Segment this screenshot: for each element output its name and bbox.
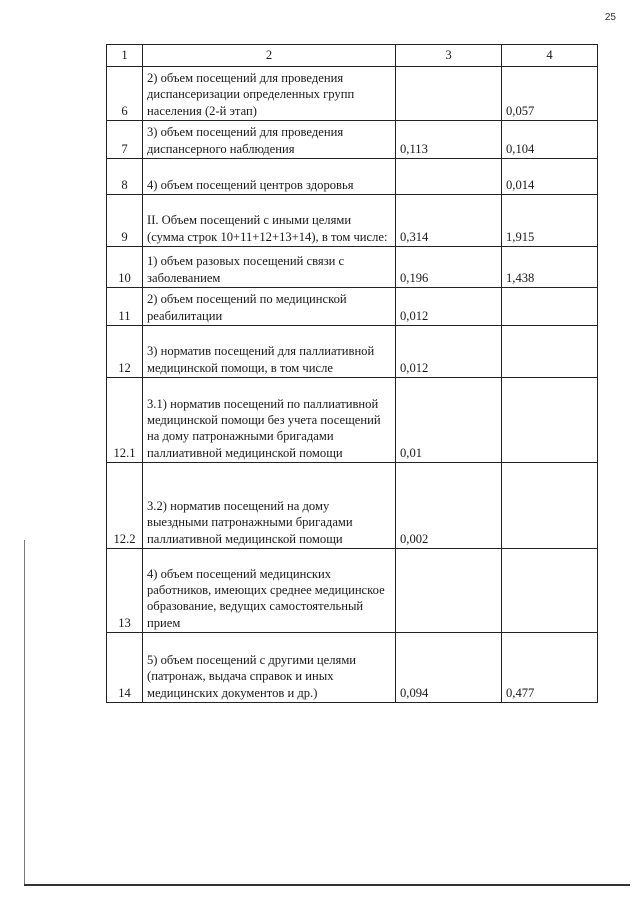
row-number: 6 xyxy=(107,67,143,121)
value-col3: 0,314 xyxy=(396,195,502,247)
row-description: 3.2) норматив посещений на дому выездными патронажными бригадами паллиативной медицинской помощи xyxy=(143,463,396,549)
row-number: 13 xyxy=(107,549,143,633)
value-col3: 0,094 xyxy=(396,633,502,703)
row-number: 8 xyxy=(107,159,143,195)
row-description: 3) объем посещений для проведения диспансерного наблюдения xyxy=(143,121,396,159)
value-col4 xyxy=(502,549,598,633)
column-header: 4 xyxy=(502,45,598,67)
table-row xyxy=(107,463,598,549)
table-row xyxy=(107,67,598,121)
row-number: 11 xyxy=(107,288,143,326)
table-row xyxy=(107,159,598,195)
scan-edge-line xyxy=(24,540,25,885)
row-number: 12.1 xyxy=(107,378,143,463)
value-col4: 1,915 xyxy=(502,195,598,247)
row-number: 10 xyxy=(107,247,143,288)
table-row xyxy=(107,247,598,288)
value-col4: 0,104 xyxy=(502,121,598,159)
value-col3: 0,113 xyxy=(396,121,502,159)
row-description: 2) объем посещений для проведения диспансеризации определенных групп населения (2-й этап) xyxy=(143,67,396,121)
value-col3: 0,01 xyxy=(396,378,502,463)
table-row xyxy=(107,121,598,159)
row-description: 2) объем посещений по медицинской реабилитации xyxy=(143,288,396,326)
row-number: 7 xyxy=(107,121,143,159)
row-number: 12.2 xyxy=(107,463,143,549)
value-col4: 0,014 xyxy=(502,159,598,195)
column-header: 1 xyxy=(107,45,143,67)
row-number: 14 xyxy=(107,633,143,703)
value-col3 xyxy=(396,67,502,121)
column-header: 2 xyxy=(143,45,396,67)
page-number: 25 xyxy=(604,12,616,23)
value-col4 xyxy=(502,326,598,378)
row-description: 3) норматив посещений для паллиативной медицинской помощи, в том числе xyxy=(143,326,396,378)
row-description: II. Объем посещений с иными целями (сумма строк 10+11+12+13+14), в том числе: xyxy=(143,195,396,247)
value-col4: 1,438 xyxy=(502,247,598,288)
row-description: 1) объем разовых посещений связи с заболеванием xyxy=(143,247,396,288)
value-col3 xyxy=(396,159,502,195)
scan-edge-line xyxy=(24,884,630,886)
table-row xyxy=(107,195,598,247)
value-col4: 0,477 xyxy=(502,633,598,703)
row-number: 12 xyxy=(107,326,143,378)
table-row xyxy=(107,633,598,703)
value-col4: 0,057 xyxy=(502,67,598,121)
column-header: 3 xyxy=(396,45,502,67)
value-col3: 0,002 xyxy=(396,463,502,549)
value-col3: 0,196 xyxy=(396,247,502,288)
row-description: 5) объем посещений с другими целями (патронаж, выдача справок и иных медицинских документов и др.) xyxy=(143,633,396,703)
table-row xyxy=(107,549,598,633)
row-description: 4) объем посещений центров здоровья xyxy=(143,159,396,195)
row-number: 9 xyxy=(107,195,143,247)
value-col3: 0,012 xyxy=(396,288,502,326)
table-row xyxy=(107,288,598,326)
row-description: 3.1) норматив посещений по паллиативной медицинской помощи без учета посещений на дому патронажными бригадами паллиативной медицинской помощи xyxy=(143,378,396,463)
value-col3 xyxy=(396,549,502,633)
table-header-row xyxy=(107,45,598,67)
value-col4 xyxy=(502,378,598,463)
table-row xyxy=(107,378,598,463)
table-row xyxy=(107,326,598,378)
row-description: 4) объем посещений медицинских работников, имеющих среднее медицинское образование, ведущих самостоятельный прием xyxy=(143,549,396,633)
data-table xyxy=(106,44,598,703)
value-col4 xyxy=(502,288,598,326)
value-col4 xyxy=(502,463,598,549)
value-col3: 0,012 xyxy=(396,326,502,378)
